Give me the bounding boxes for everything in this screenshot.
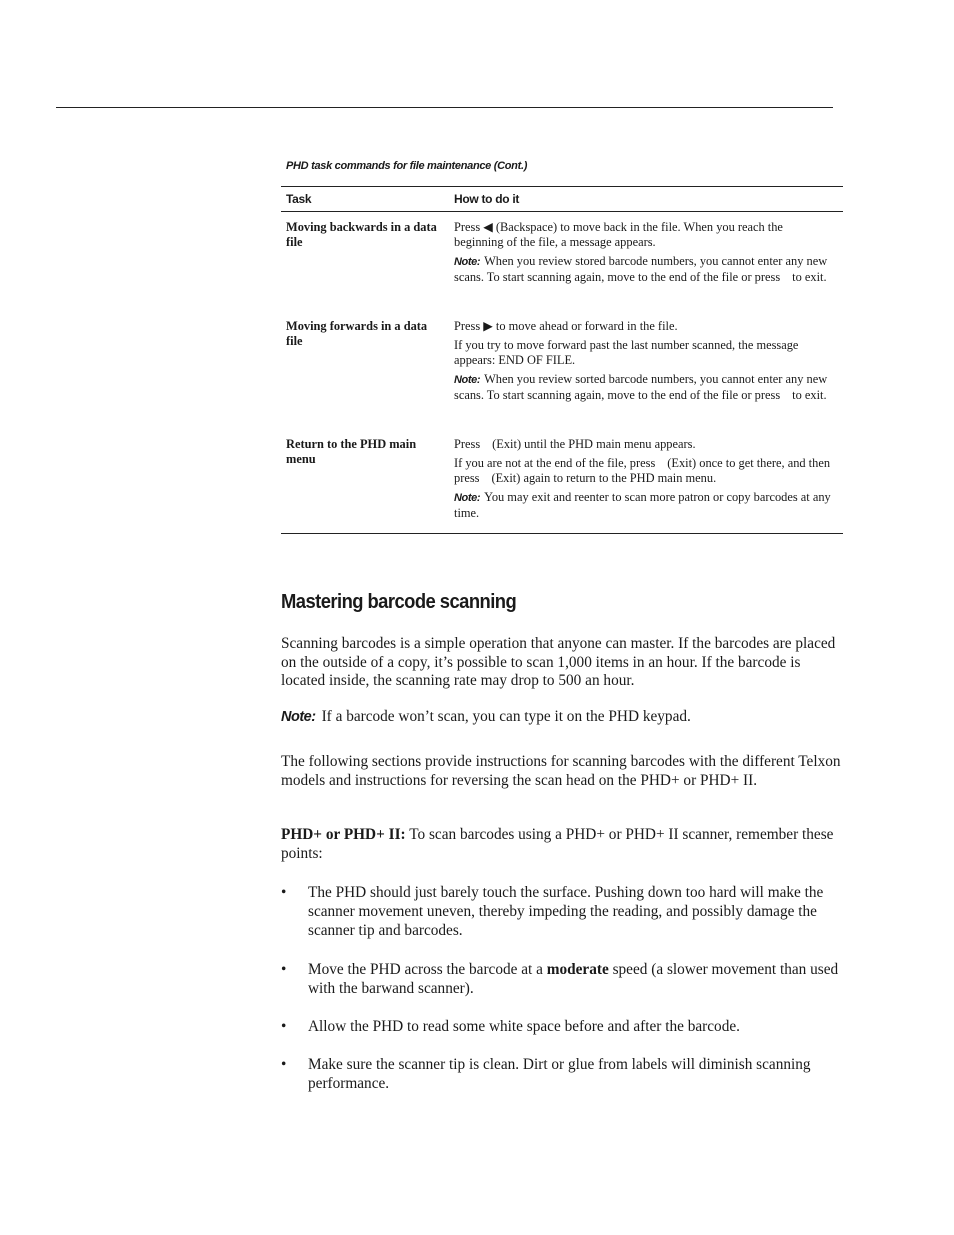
list-item: • Allow the PHD to read some white space before and after the barcode. [281, 1018, 740, 1036]
task-commands-table [281, 186, 843, 534]
table-row [281, 212, 843, 311]
row-instruction: Press (Exit) until the PHD main menu appears. [454, 437, 696, 451]
row-instruction: Press ▶ to move ahead or forward in the file. [454, 319, 678, 333]
sections-paragraph: The following sections provide instructions for scanning barcodes with the different Telxon models and instructions for reversing the scan head on the PHD+ or PHD+ II. [281, 753, 841, 789]
list-item: • Make sure the scanner tip is clean. Dirt or glue from labels will diminish scanning performance. [281, 1056, 811, 1093]
row-task: Moving forwards in a data file [286, 319, 428, 348]
header-how: How to do it [454, 192, 520, 206]
bullet-icon: • [281, 1018, 287, 1036]
bullet-icon: • [281, 1056, 287, 1074]
note-label: Note: [454, 492, 481, 504]
row-instruction: Press ◀ (Backspace) to move back in the file. When you reach the beginning of the file, a message appears. [454, 220, 783, 249]
row-task: Moving backwards in a data file [286, 220, 437, 249]
section-heading: Mastering barcode scanning [281, 591, 517, 613]
table-caption: PHD task commands for file maintenance (Cont.) [286, 160, 528, 172]
row-task: Return to the PHD main menu [286, 437, 417, 466]
bullet-icon: • [281, 884, 287, 901]
intro-paragraph: Scanning barcodes is a simple operation that anyone can master. If the barcodes are placed on the outside of a copy, it’s possible to scan 1,000 items in an hour. If the barcode is located inside, the scanning rate may drop to 500 an hour. [281, 635, 836, 690]
row-how [450, 319, 843, 429]
row-instruction: If you are not at the end of the file, press (Exit) once to get there, and then press (Exit) again to return to the PHD main menu. [454, 456, 831, 485]
header-task: Task [286, 192, 312, 206]
list-item: • The PHD should just barely touch the surface. Pushing down too hard will make the scanner movement uneven, thereby impeding the reading, and possibly damage the scanner tip and barcodes. [281, 884, 824, 940]
phd-label: PHD+ or PHD+ II: [281, 826, 406, 843]
note-label: Note: [454, 256, 481, 268]
row-how [450, 437, 843, 533]
row-note: Note: When you review stored barcode numbers, you cannot enter any new scans. To start scanning again, move to the end of the file or press to exit. [454, 254, 828, 284]
row-note: Note: When you review sorted barcode numbers, you cannot enter any new scans. To start scanning again, move to the end of the file or press to exit. [454, 372, 828, 402]
bullet-icon: • [281, 960, 287, 978]
list-item: • Move the PHD across the barcode at a moderate speed (a slower movement than used with the barwand scanner). [281, 960, 839, 997]
table-row [281, 311, 843, 429]
scanning-tips-list [281, 883, 841, 1094]
row-instruction: If you try to move forward past the last number scanned, the message appears: END OF FILE. [454, 338, 799, 367]
table-header [281, 187, 843, 211]
row-how [450, 220, 843, 311]
table-row [281, 429, 843, 533]
note-label: Note: [454, 374, 481, 386]
row-note: Note: You may exit and reenter to scan more patron or copy barcodes at any time. [454, 490, 831, 520]
table-bottom-rule [281, 533, 843, 534]
note-label: Note: [281, 709, 316, 725]
scan-note: Note: If a barcode won’t scan, you can type it on the PHD keypad. [281, 708, 691, 725]
phd-paragraph: PHD+ or PHD+ II: To scan barcodes using a PHD+ or PHD+ II scanner, remember these points: [281, 826, 834, 862]
header-rule [56, 107, 833, 108]
